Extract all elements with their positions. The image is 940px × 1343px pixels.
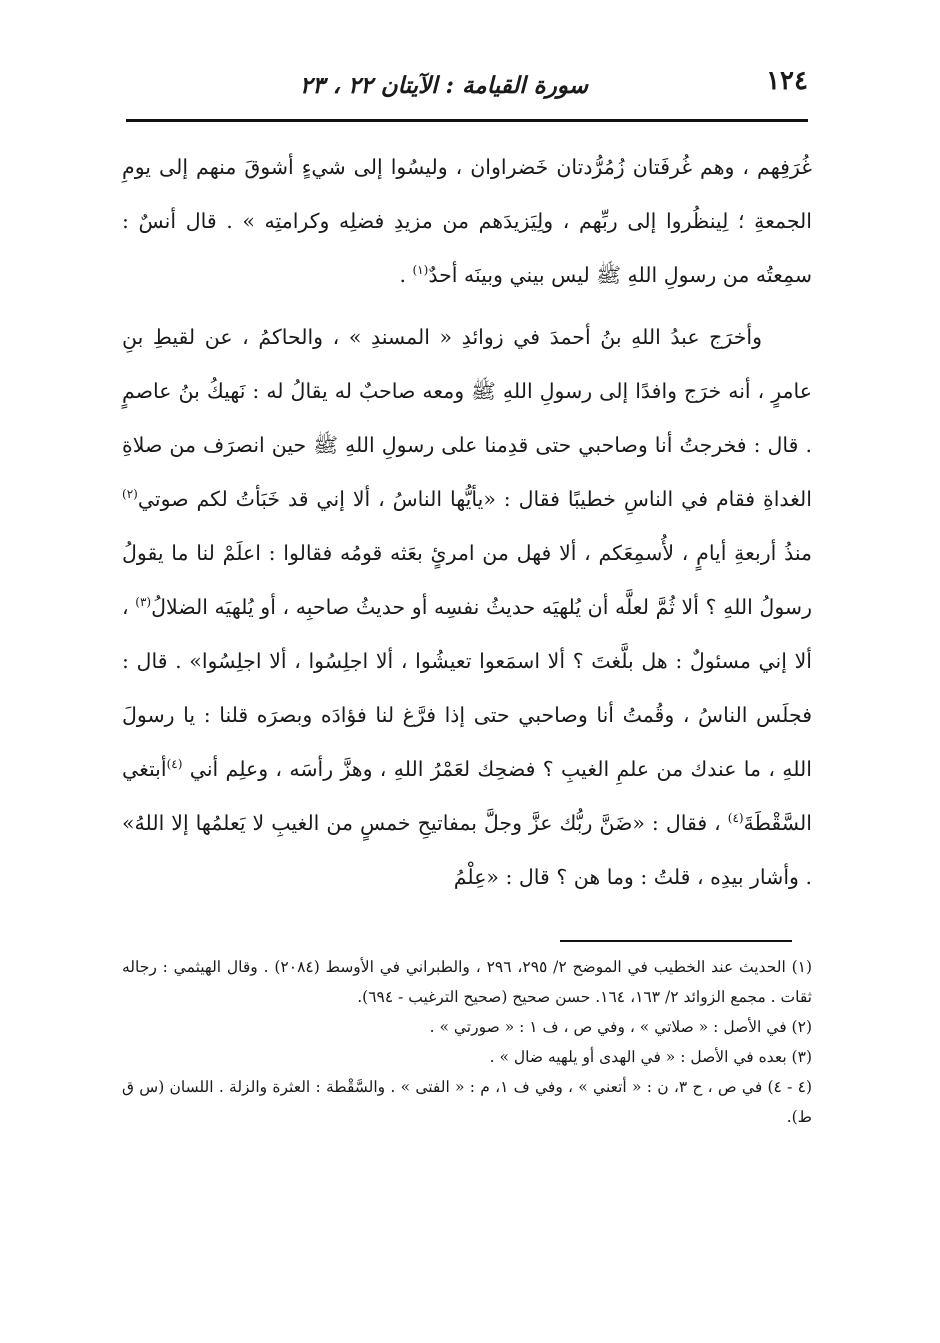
footnote-ref-4-start: (٤) — [166, 757, 183, 772]
footnote-1: (١) الحديث عند الخطيب في الموضح ٢/ ٢٩٥، ٢٩٦ ، والطبراني في الأوسط (٢٠٨٤) . وقال الهيثمي : رجاله ثقات . مجمع الزوائد ٢/ ١٦٣، ١٦٤. حسن صحيح (صحيح الترغيب - ٦٩٤). — [122, 958, 813, 1006]
footnotes — [122, 952, 812, 1132]
paragraph-text: ، ألا إني مسئولٌ : هل بلَّغتَ ؟ ألا اسمَعوا تعيشُوا ، ألا اجلِسُوا ، ألا اجلِسُوا» . قال : فجلَس الناسُ ، وقُمتُ أنا وصاحبي حتى إذا فرَّغ لنا فؤادَه وبصرَه قلنا : يا رسولَ اللهِ ، ما عندك من علمِ الغيبِ ؟ فضحِك لعَمْرُ اللهِ ، وهزَّ رأسَه ، وعلِم أني — [122, 595, 812, 781]
paragraph-text: غُرَفِهم ، وهم غُرفَتان زُمُرُّدتان خَضراوان ، وليسُوا إلى شيءٍ أشوقَ منهم إلى يومِ الجمعةِ ؛ لِينظُروا إلى ربِّهم ، ولِيَزيدَهم من مزيدِ فضلِه وكرامتِه » . قال أنسٌ : سمِعتُه من رسولِ اللهِ ﷺ ليس بيني وبينَه أحدٌ — [122, 155, 812, 287]
page-header — [126, 66, 808, 106]
footnote-ref-2: (٢) — [122, 487, 138, 502]
running-title: سورة القيامة : الآيتان ٢٢ ، ٢٣ — [299, 72, 588, 99]
footnote-ref-3: (٣) — [135, 595, 152, 610]
footnote-2: (٢) في الأصل : « صلاتي » ، وفي ص ، ف ١ : « صورتي » . — [429, 1018, 812, 1036]
paragraph-text: ، فقال : «ضَنَّ ربُّك عزَّ وجلَّ بمفاتيحِ خمسٍ من الغيبِ لا يَعلمُها إلا اللهُ» . وأشار بيدِه ، قلتُ : وما هن ؟ قال : «عِلْمُ — [122, 811, 812, 889]
paragraph-text: منذُ أربعةِ أيامٍ ، لأُسمِعَكم ، ألا فهل من امرئٍ بعَثه قومُه فقالوا : اعلَمْ لنا ما يقولُ رسولُ اللهِ ؟ ألا ثُمَّ لعلَّه أن يُلهيَه حديثُ نفسِه أو حديثُ صاحبِه ، أو يُلهيَه الضلالُ — [122, 541, 812, 619]
main-text — [122, 140, 812, 904]
paragraph-2 — [122, 310, 812, 904]
paragraph-tail: . — [399, 263, 413, 287]
footnote-rule — [560, 940, 792, 942]
footnote-3: (٣) بعده في الأصل : « في الهدى أو يلهيه ضال » . — [489, 1048, 812, 1066]
page-number: ١٢٤ — [766, 66, 808, 96]
paragraph-1 — [122, 140, 812, 302]
footnote-ref-4-end: (٤) — [727, 811, 744, 826]
paragraph-text: وأخرَج عبدُ اللهِ بنُ أحمدَ في زوائدِ « المسندِ » ، والحاكمُ ، عن لقيطِ بنِ عامرٍ ، أنه خرَج وافدًا إلى رسولِ اللهِ ﷺ ومعه صاحبٌ له يقالُ له : نَهيكُ بنُ عاصمٍ . قال : فخرجتُ أنا وصاحبي حتى قدِمنا على رسولِ اللهِ ﷺ حين انصرَف من صلاةِ الغداةِ فقام في الناسِ خطيبًا فقال : «يأيُّها الناسُ ، ألا إني قد خَبَأتُ لكم صوتي — [122, 325, 812, 511]
paragraph-text: أبتغي السَّقْطَةَ — [122, 757, 812, 835]
footnote-4: (٤ - ٤) في ص ، ح ٣، ن : « أتعني » ، وفي ف ١، م : « الفتى » . والسَّقْطة : العثرة والزلة . اللسان (س ق ط). — [122, 1078, 813, 1126]
header-rule — [126, 119, 808, 122]
footnote-ref-1: (١) — [412, 263, 429, 278]
